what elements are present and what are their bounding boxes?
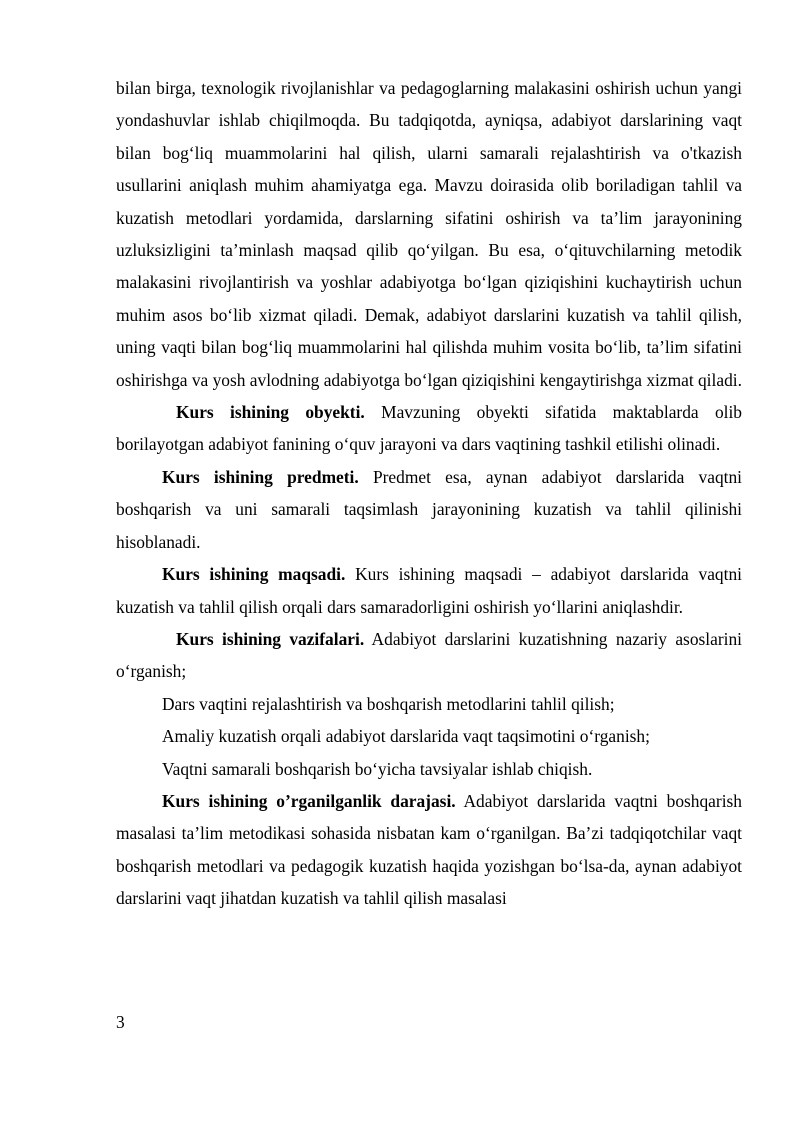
object-text: Mavzuning obyekti sifatida maktablarda olib borilayotgan adabiyot fanining o‘quv jarayoni va dars vaqtining tashkil etilishi olinadi.: [116, 402, 743, 455]
task-item: Vaqtni samarali boshqarish bo‘yicha tavsiyalar ishlab chiqish.: [162, 758, 593, 779]
goal-text: Kurs ishining maqsadi – adabiyot darslarida vaqtni kuzatish va tahlil qilish orqali dars samaradorligini oshirish yo‘llarini aniqlashdir.: [116, 564, 742, 617]
heading-object: Kurs ishining obyekti.: [176, 402, 365, 423]
document-body: [116, 72, 742, 915]
paragraph-tasks: [116, 623, 742, 688]
paragraph-subject: [116, 461, 742, 558]
heading-subject: Kurs ishining predmeti.: [162, 466, 359, 487]
paragraph-object: [116, 396, 742, 461]
study-level-text: Adabiyot darslarida vaqtni boshqarish masalasi ta’lim metodikasi sohasida nisbatan kam o‘rganilgan. Ba’zi tadqiqotchilar vaqt boshqarish metodlari va pedagogik kuzatish haqida yozishgan bo‘lsa-da, aynan adabiyot darslarini vaqt jihatdan kuzatish va tahlil qilish masalasi: [116, 790, 742, 909]
paragraph-continuation: bilan birga, texnologik rivojlanishlar va pedagoglarning malakasini oshirish uchun yangi yondashuvlar ishlab chiqilmoqda. Bu tadqiqotda, ayniqsa, adabiyot darslarining vaqt bilan bog‘liq muammolarini hal qilish, ularni samarali rejalashtirish va o'tkazish usullarini aniqlash muhim ahamiyatga ega. Mavzu doirasida olib boriladigan tahlil va kuzatish metodlari yordamida, darslarning sifatini oshirish va ta’lim jarayonining uzluksizligini ta’minlash maqsad qilib qo‘yilgan. Bu esa, o‘qituvchilarning metodik malakasini rivojlantirish va yoshlar adabiyotga bo‘lgan qiziqishini kuchaytirish uchun muhim asos bo‘lib xizmat qiladi. Demak, adabiyot darslarini kuzatish va tahlil qilish, uning vaqti bilan bog‘liq muammolarini hal qilishda muhim vosita bo‘lib, ta’lim sifatini oshirishga va yosh avlodning adabiyotga bo‘lgan qiziqishini kengaytirishga xizmat qiladi.: [116, 78, 742, 390]
paragraph-goal: [116, 558, 742, 623]
page-number: 3: [116, 1012, 125, 1032]
tasks-text: Adabiyot darslarini kuzatishning nazariy asoslarini o‘rganish;: [116, 628, 742, 682]
subject-text: Predmet esa, aynan adabiyot darslarida vaqtni boshqarish va uni samarali taqsimlash jarayonining kuzatish va tahlil qilinishi hisoblanadi.: [116, 466, 743, 552]
heading-goal: Kurs ishining maqsadi.: [162, 564, 346, 585]
task-item: Dars vaqtini rejalashtirish va boshqarish metodlarini tahlil qilish;: [162, 693, 615, 714]
paragraph-study-level: [116, 785, 742, 915]
heading-study-level: Kurs ishining o’rganilganlik darajasi.: [162, 790, 456, 811]
heading-tasks: Kurs ishining vazifalari.: [176, 628, 365, 649]
task-item: Amaliy kuzatish orqali adabiyot darslarida vaqt taqsimotini o‘rganish;: [162, 726, 650, 747]
